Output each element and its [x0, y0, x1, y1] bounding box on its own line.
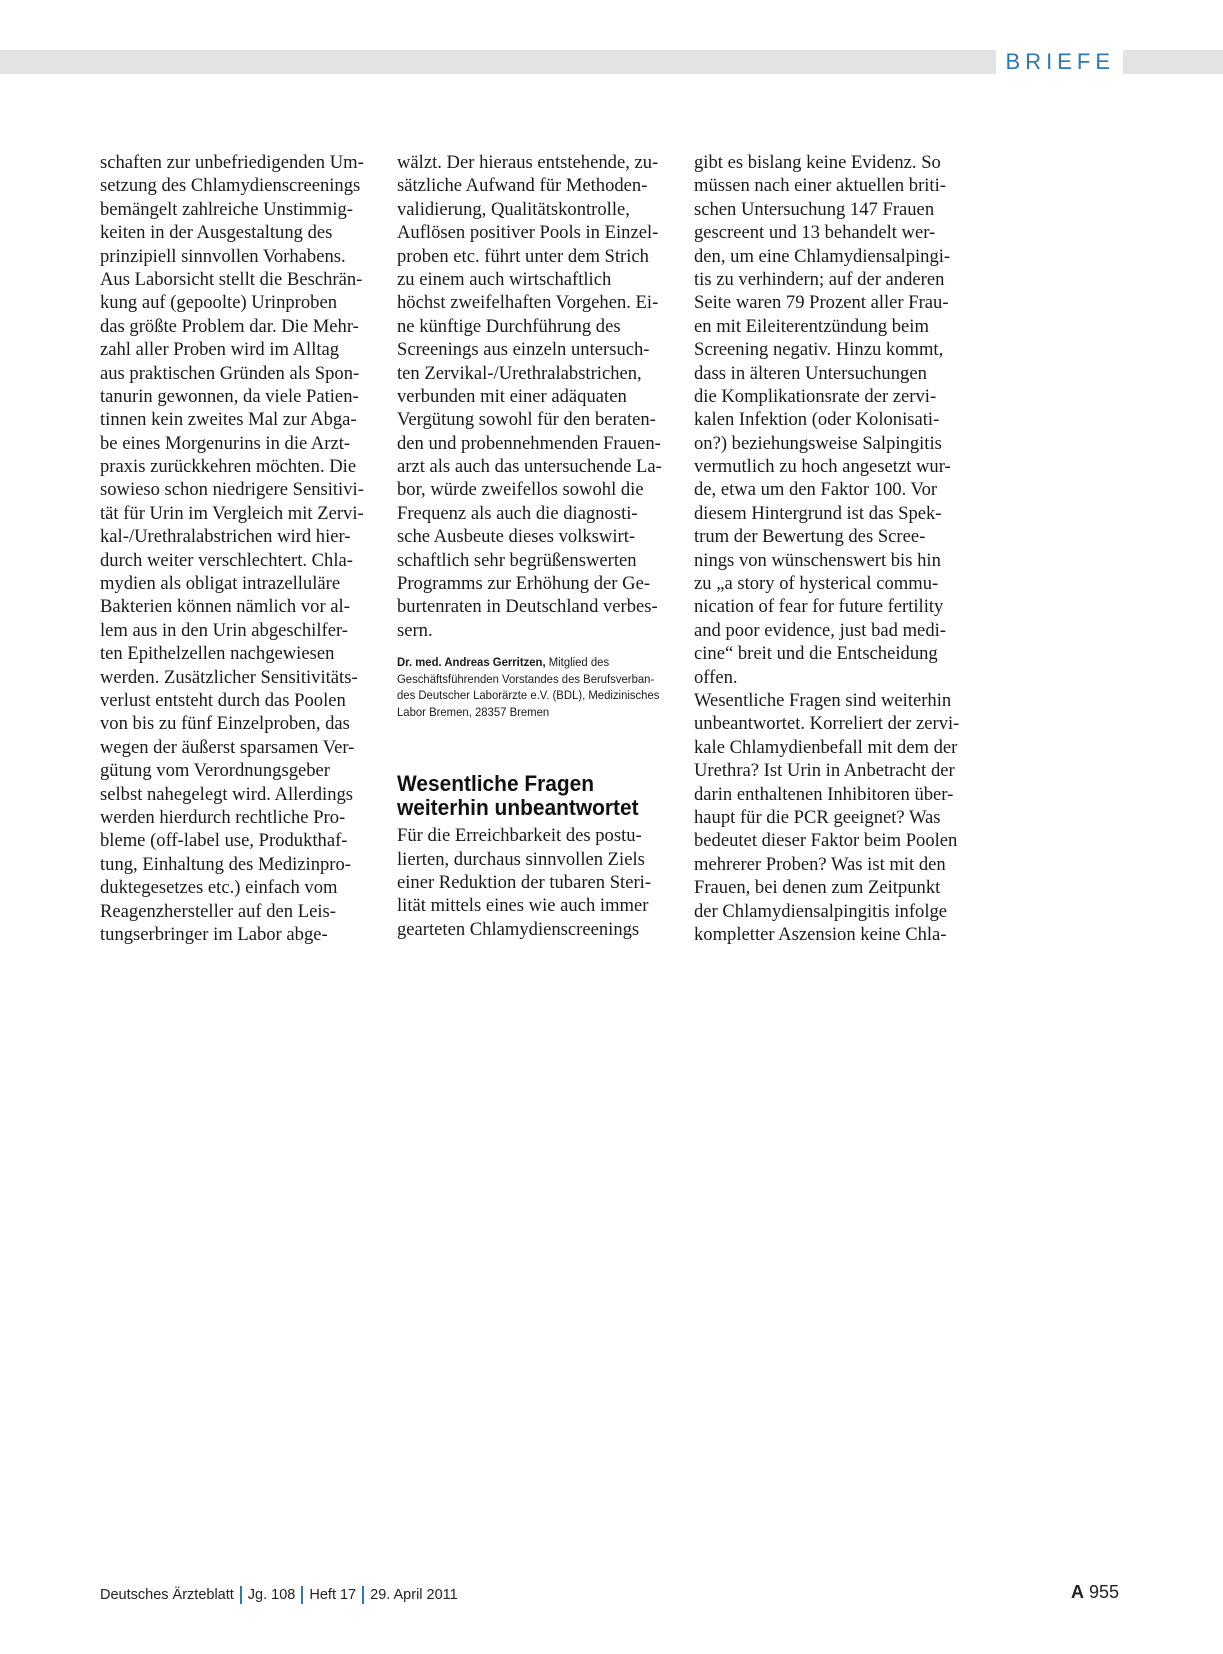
text-line: tanurin gewonnen, da viele Patien-: [100, 385, 359, 407]
text-line: schaften zur unbefriedigenden Um-: [100, 152, 364, 173]
text-line: diesem Hintergrund ist das Spek-: [694, 502, 942, 524]
text-line: Für die Erreichbarkeit des postu-: [397, 825, 642, 847]
text-line: den und probennehmenden Frauen-: [397, 432, 661, 454]
text-line: gearteten Chlamydienscreenings: [397, 918, 640, 940]
page-number: [1071, 1582, 1119, 1603]
text-line: Frauen, bei denen zum Zeitpunkt: [694, 877, 941, 899]
headline-line-1: Wesentliche Fragen: [397, 771, 595, 797]
text-line: verlust entsteht durch das Poolen: [100, 689, 346, 711]
text-line: Wesentliche Fragen sind weiterhin: [694, 689, 952, 711]
text-line: lem aus in den Urin abgeschilfer-: [100, 619, 348, 641]
text-line: schen Untersuchung 147 Frauen: [694, 198, 935, 220]
text-line: selbst nahegelegt wird. Allerdings: [100, 783, 354, 805]
footer-separator: [301, 1586, 303, 1604]
text-line: dass in älteren Untersuchungen: [694, 362, 927, 384]
text-line: zu einem auch wirtschaftlich: [397, 268, 612, 290]
byline-line-4: Labor Bremen, 28357 Bremen: [397, 704, 550, 719]
text-line: sätzliche Aufwand für Methoden-: [397, 175, 648, 197]
article-headline: [397, 772, 649, 820]
text-line: wegen der äußerst sparsamen Ver-: [100, 736, 355, 758]
text-line: müssen nach einer aktuellen briti-: [694, 175, 946, 197]
text-line: bedeutet dieser Faktor beim Poolen: [694, 830, 958, 852]
text-line: tinnen kein zweites Mal zur Abga-: [100, 409, 357, 431]
text-line: den, um eine Chlamydiensalpingi-: [694, 245, 951, 267]
text-line: Reagenzhersteller auf den Leis-: [100, 900, 336, 922]
text-line: Frequenz als auch die diagnosti-: [397, 502, 638, 524]
text-line: bemängelt zahlreiche Unstimmig-: [100, 198, 353, 220]
text-line: wälzt. Der hieraus entstehende, zu-: [397, 152, 659, 173]
text-line: lität mittels eines wie auch immer: [397, 895, 649, 917]
publication-date: 29. April 2011: [370, 1587, 458, 1603]
text-line: cine“ breit und die Entscheidung: [694, 643, 938, 665]
text-line: Screenings aus einzeln untersuch-: [397, 339, 650, 361]
text-line: en mit Eileiterentzündung beim: [694, 315, 929, 337]
text-line: gütung vom Verordnungsgeber: [100, 760, 330, 782]
text-line: einer Reduktion der tubaren Steri-: [397, 871, 652, 893]
text-line: sern.: [397, 619, 433, 641]
author-name: Dr. med. Andreas Gerritzen,: [397, 655, 546, 670]
text-line: setzung des Chlamydienscreenings: [100, 175, 361, 197]
text-line: die Komplikationsrate der zervi-: [694, 385, 937, 407]
article-column-2: [397, 151, 662, 941]
text-line: praxis zurückkehren möchten. Die: [100, 456, 357, 478]
text-line: trum der Bewertung des Scree-: [694, 526, 926, 548]
byline-line-2: Geschäftsführenden Vorstandes des Berufsverban-: [397, 671, 655, 686]
text-line: zu „a story of hysterical commu-: [694, 573, 939, 595]
text-line: das größte Problem dar. Die Mehr-: [100, 315, 359, 337]
text-line: zahl aller Proben wird im Alltag: [100, 339, 340, 361]
text-line: sche Ausbeute dieses volkswirt-: [397, 526, 636, 548]
text-line: durch weiter verschlechtert. Chla-: [100, 549, 353, 571]
text-line: de, etwa um den Faktor 100. Vor: [694, 479, 938, 501]
text-line: offen.: [694, 666, 738, 688]
text-line: tung, Einhaltung des Medizinpro-: [100, 853, 351, 875]
text-line: sowieso schon niedrigere Sensitivi-: [100, 479, 364, 501]
text-line: be eines Morgenurins in die Arzt-: [100, 432, 351, 454]
article-column-1: [100, 151, 365, 946]
text-line: Vergütung sowohl für den beraten-: [397, 409, 656, 431]
text-line: duktegesetzes etc.) einfach vom: [100, 877, 338, 899]
text-line: and poor evidence, just bad medi-: [694, 619, 946, 641]
text-line: werden. Zusätzlicher Sensitivitäts-: [100, 666, 358, 688]
text-line: nication of fear for future fertility: [694, 596, 944, 618]
text-line: validierung, Qualitätskontrolle,: [397, 198, 630, 220]
text-line: kal-/Urethralabstrichen wird hier-: [100, 526, 351, 548]
text-line: kung auf (gepoolte) Urinproben: [100, 292, 337, 314]
headline-line-2: weiterhin unbeantwortet: [397, 795, 639, 821]
text-line: Bakterien können nämlich vor al-: [100, 596, 350, 618]
section-label: BRIEFE: [996, 49, 1123, 75]
text-line: bor, würde zweifellos sowohl die: [397, 479, 644, 501]
text-line: werden hierdurch rechtliche Pro-: [100, 806, 346, 828]
footer-separator: [240, 1586, 242, 1604]
text-line: lierten, durchaus sinnvollen Ziels: [397, 848, 645, 870]
byline-line-1: Mitglied des: [545, 655, 610, 670]
text-line: von bis zu fünf Einzelproben, das: [100, 713, 350, 735]
page-prefix: A: [1070, 1582, 1084, 1602]
text-line: kale Chlamydienbefall mit dem der: [694, 736, 958, 758]
text-line: tis zu verhindern; auf der anderen: [694, 268, 945, 290]
text-line: keiten in der Ausgestaltung des: [100, 222, 333, 244]
text-line: tungserbringer im Labor abge-: [100, 923, 328, 945]
text-line: gescreent und 13 behandelt wer-: [694, 222, 936, 244]
text-line: schaftlich sehr begrüßenswerten: [397, 549, 637, 571]
text-line: ten Zervikal-/Urethralabstrichen,: [397, 362, 642, 384]
text-line: bleme (off-label use, Produkthaf-: [100, 830, 348, 852]
text-line: kompletter Aszension keine Chla-: [694, 923, 947, 945]
text-line: proben etc. führt unter dem Strich: [397, 245, 649, 267]
journal-issue: Heft 17: [309, 1587, 357, 1603]
text-line: verbunden mit einer adäquaten: [397, 385, 627, 407]
text-line: gibt es bislang keine Evidenz. So: [694, 152, 941, 173]
author-byline: [397, 654, 664, 720]
journal-volume: Jg. 108: [247, 1587, 296, 1603]
text-line: Urethra? Ist Urin in Anbetracht der: [694, 760, 955, 782]
text-line: prinzipiell sinnvollen Vorhabens.: [100, 245, 346, 267]
footer-separator: [362, 1586, 364, 1604]
text-line: unbeantwortet. Korreliert der zervi-: [694, 713, 960, 735]
text-line: Screening negativ. Hinzu kommt,: [694, 339, 944, 361]
page-footer: [100, 1585, 458, 1605]
text-line: burtenraten in Deutschland verbes-: [397, 596, 658, 618]
text-line: ten Epithelzellen nachgewiesen: [100, 643, 335, 665]
page-number-value: 955: [1088, 1582, 1119, 1602]
text-line: kalen Infektion (oder Kolonisati-: [694, 409, 940, 431]
text-line: haupt für die PCR geeignet? Was: [694, 806, 941, 828]
text-line: arzt als auch das untersuchende La-: [397, 456, 662, 478]
text-line: nings von wünschenswert bis hin: [694, 549, 941, 571]
text-line: mehrerer Proben? Was ist mit den: [694, 853, 946, 875]
text-line: der Chlamydiensalpingitis infolge: [694, 900, 948, 922]
journal-name: Deutsches Ärzteblatt: [100, 1587, 234, 1603]
article-column-3: [694, 151, 959, 946]
headline-body: [397, 824, 662, 941]
text-line: höchst zweifelhaften Vorgehen. Ei-: [397, 292, 659, 314]
text-line: vermutlich zu hoch angesetzt wur-: [694, 456, 951, 478]
text-line: aus praktischen Gründen als Spon-: [100, 362, 360, 384]
text-line: Auflösen positiver Pools in Einzel-: [397, 222, 659, 244]
text-line: Seite waren 79 Prozent aller Frau-: [694, 292, 949, 314]
text-line: tät für Urin im Vergleich mit Zervi-: [100, 502, 364, 524]
text-line: mydien als obligat intrazelluläre: [100, 573, 341, 595]
text-line: Programms zur Erhöhung der Ge-: [397, 573, 651, 595]
text-line: ne künftige Durchführung des: [397, 315, 621, 337]
byline-line-3: des Deutscher Laborärzte e.V. (BDL), Medizinisches: [397, 688, 660, 703]
text-line: on?) beziehungsweise Salpingitis: [694, 432, 942, 454]
text-line: darin enthaltenen Inhibitoren über-: [694, 783, 954, 805]
text-line: Aus Laborsicht stellt die Beschrän-: [100, 268, 363, 290]
